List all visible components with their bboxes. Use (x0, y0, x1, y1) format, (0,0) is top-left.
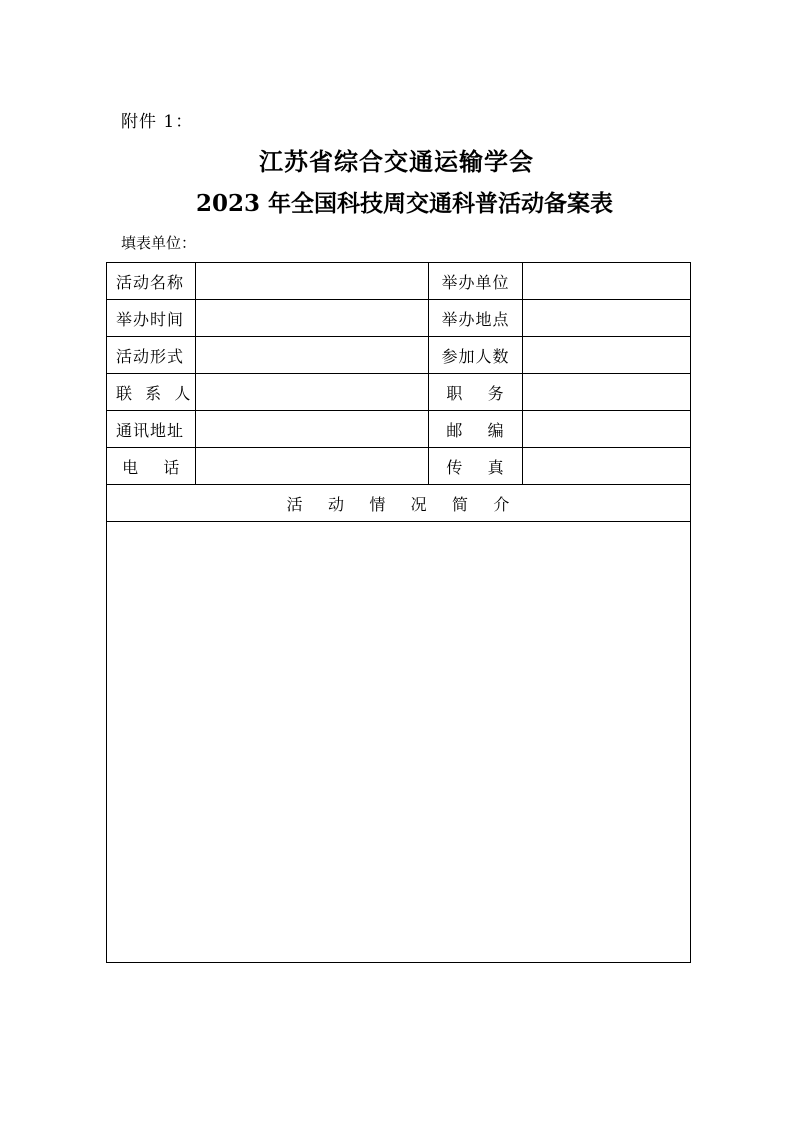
organizer-label: 举办单位 (429, 263, 523, 300)
form-title: 2023 年全国科技周交通科普活动备案表 (195, 190, 614, 217)
activity-summary-field[interactable] (107, 522, 691, 963)
participant-count-field[interactable] (523, 337, 691, 374)
participant-count-label: 参加人数 (429, 337, 523, 374)
phone-label: 电 话 (107, 448, 196, 485)
activity-format-label: 活动形式 (107, 337, 196, 374)
job-title-label: 职 务 (429, 374, 523, 411)
form-row (107, 300, 691, 337)
form-row (107, 374, 691, 411)
organizer-field[interactable] (523, 263, 691, 300)
postal-code-label: 邮 编 (429, 411, 523, 448)
mailing-address-field[interactable] (196, 411, 429, 448)
activity-summary-heading: 活 动 情 况 简 介 (107, 485, 691, 522)
event-location-field[interactable] (523, 300, 691, 337)
job-title-field[interactable] (523, 374, 691, 411)
form-row (107, 263, 691, 300)
event-location-label: 举办地点 (429, 300, 523, 337)
fill-unit-label: 填表单位： (121, 234, 197, 252)
contact-person-label: 联 系 人 (107, 374, 196, 411)
event-time-field[interactable] (196, 300, 429, 337)
section-body-row (107, 522, 691, 963)
form-row (107, 337, 691, 374)
registration-form-table (106, 262, 691, 963)
form-title-organization: 江苏省综合交通运输学会 (259, 147, 534, 176)
fax-label: 传 真 (429, 448, 523, 485)
phone-field[interactable] (196, 448, 429, 485)
attachment-label: 附件 1： (121, 112, 194, 132)
mailing-address-label: 通讯地址 (107, 411, 196, 448)
section-heading-row (107, 485, 691, 522)
activity-name-field[interactable] (196, 263, 429, 300)
contact-person-field[interactable] (196, 374, 429, 411)
fax-field[interactable] (523, 448, 691, 485)
activity-name-label: 活动名称 (107, 263, 196, 300)
form-row (107, 411, 691, 448)
form-row (107, 448, 691, 485)
activity-format-field[interactable] (196, 337, 429, 374)
postal-code-field[interactable] (523, 411, 691, 448)
event-time-label: 举办时间 (107, 300, 196, 337)
